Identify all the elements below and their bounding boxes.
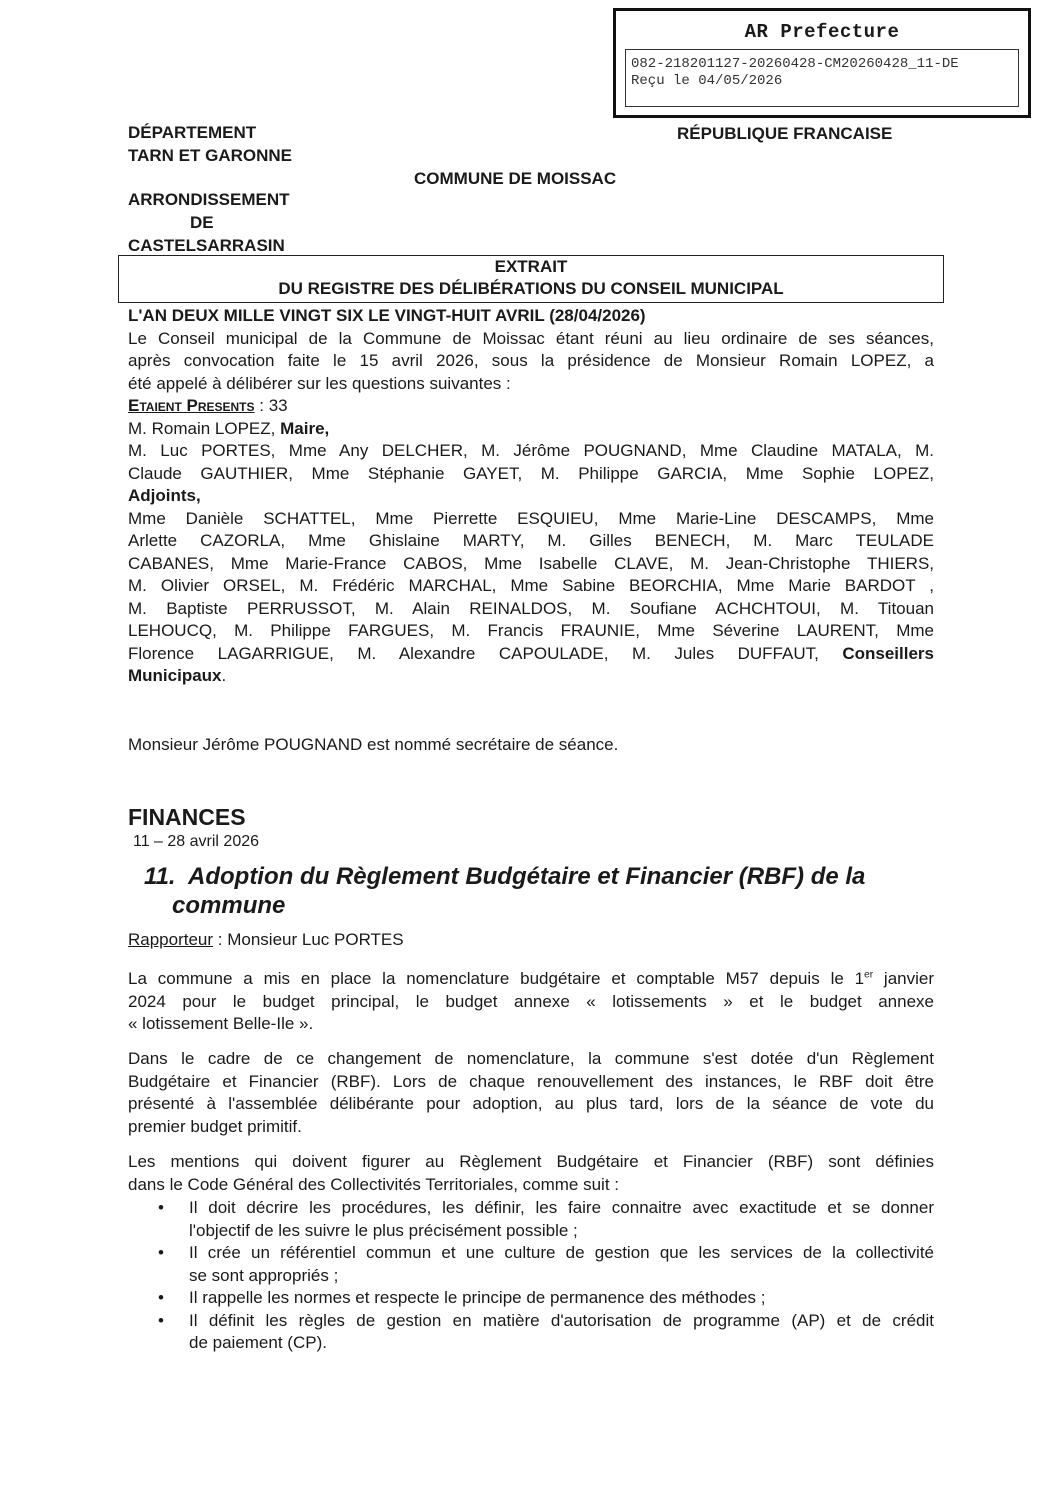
bullet-list	[128, 1197, 934, 1355]
adjoints-line: M. Luc PORTES, Mme Any DELCHER, M. Jérôme POUGNAND, Mme Claudine MATALA, M.	[128, 441, 934, 460]
item-title	[144, 862, 944, 920]
paragraph-line: 2024 pour le budget principal, le budget annexe « lotissements » et le budget annexe	[128, 991, 934, 1011]
paragraph-line: premier budget primitif.	[128, 1116, 302, 1136]
section-title: FINANCES	[128, 804, 246, 830]
list-item-line: Il définit les règles de gestion en matière d'autorisation de programme (AP) et de crédit	[189, 1310, 934, 1330]
department-name: TARN ET GARONNE	[128, 146, 293, 165]
paragraph-1	[128, 968, 934, 1036]
item-title-line: Adoption du Règlement Budgétaire et Financier (RBF) de la	[188, 863, 866, 890]
conseillers-line	[128, 643, 934, 666]
mayor-name: M. Romain LOPEZ,	[128, 418, 281, 438]
bullet-icon: •	[158, 1198, 164, 1217]
conseillers-line: Arlette CAZORLA, Mme Ghislaine MARTY, M. Gilles BENECH, M. Marc TEULADE	[128, 531, 934, 550]
present-label: Etaient Presents	[128, 396, 255, 415]
extrait-subtitle: DU REGISTRE DES DÉLIBÉRATIONS DU CONSEIL MUNICIPAL	[278, 279, 784, 298]
conseillers-line: Mme Danièle SCHATTEL, Mme Pierrette ESQUIEU, Mme Marie-Line DESCAMPS, Mme	[128, 508, 934, 528]
arrondissement-label: ARRONDISSEMENT	[128, 190, 290, 209]
item-title-line: commune	[172, 892, 286, 919]
session-date-line: L'AN DEUX MILLE VINGT SIX LE VINGT-HUIT AVRIL (28/04/2026)	[128, 306, 646, 325]
department-block	[128, 121, 292, 167]
secretary-line: Monsieur Jérôme POUGNAND est nommé secrétaire de séance.	[128, 735, 619, 754]
rapporteur-label: Rapporteur	[128, 930, 214, 949]
list-item-line: Il doit décrire les procédures, les définir, les faire connaitre avec exactitude et se donner	[189, 1198, 934, 1217]
conseillers-line: M. Baptiste PERRUSSOT, M. Alain REINALDOS, M. Soufiane ACHCHTOUI, M. Titouan	[128, 598, 934, 618]
commune-label: COMMUNE DE MOISSAC	[414, 169, 617, 188]
conseillers-role: Conseillers	[842, 643, 934, 663]
paragraph-line: présenté à l'assemblée délibérante pour adoption, au plus tard, lors de la séance de vote du	[128, 1094, 934, 1113]
stamp-details	[625, 49, 1019, 107]
text-span: La commune a mis en place la nomenclature budgétaire et comptable M57 depuis le 1	[128, 969, 865, 988]
conseillers-names: Florence LAGARRIGUE, M. Alexandre CAPOULADE, M. Jules DUFFAUT,	[128, 643, 843, 663]
conseillers-line: M. Olivier ORSEL, M. Frédéric MARCHAL, Mme Sabine BEORCHIA, Mme Marie BARDOT ,	[128, 576, 934, 595]
list-item	[128, 1310, 934, 1355]
list-item-line: se sont appropriés ;	[189, 1265, 339, 1285]
present-line	[128, 395, 934, 418]
conseillers-line: CABANES, Mme Marie-France CABOS, Mme Isabelle CLAVE, M. Jean-Christophe THIERS,	[128, 553, 934, 573]
adjoints-line: Claude GAUTHIER, Mme Stéphanie GAYET, M. Philippe GARCIA, Mme Sophie LOPEZ,	[128, 463, 934, 483]
extrait-title: EXTRAIT	[494, 257, 568, 276]
list-item	[128, 1287, 934, 1310]
republic-label: RÉPUBLIQUE FRANCAISE	[677, 124, 893, 143]
paragraph-line: dans le Code Général des Collectivités Territoriales, comme suit :	[128, 1174, 620, 1194]
paragraph-line: « lotissement Belle-Ile ».	[128, 1014, 314, 1033]
list-item	[128, 1197, 934, 1242]
paragraph-2	[128, 1048, 934, 1138]
present-count: : 33	[254, 396, 288, 415]
section-date: 11 – 28 avril 2026	[133, 833, 260, 850]
paragraph-3	[128, 1151, 934, 1196]
session-body	[128, 305, 934, 688]
list-item-line: Il crée un référentiel commun et une culture de gestion que les services de la collectivité	[189, 1243, 934, 1262]
conseillers-role-end: Municipaux	[128, 666, 222, 685]
paragraph-line	[128, 968, 934, 991]
bullet-icon: •	[158, 1243, 164, 1262]
arrondissement-de: DE	[190, 213, 214, 232]
list-item-line: l'objectif de les suivre le plus précisément possible ;	[189, 1220, 578, 1240]
extrait-box	[118, 255, 944, 303]
list-item-line: de paiement (CP).	[189, 1333, 327, 1352]
bullet-icon: •	[158, 1288, 164, 1307]
superscript: er	[864, 969, 874, 981]
intro-line: Le Conseil municipal de la Commune de Moissac étant réuni au lieu ordinaire de ses séances,	[128, 328, 934, 348]
conseillers-line: LEHOUCQ, M. Philippe FARGUES, M. Francis FRAUNIE, Mme Séverine LAURENT, Mme	[128, 621, 934, 640]
mayor-role: Maire,	[280, 418, 330, 438]
paragraph-line: Dans le cadre de ce changement de nomenclature, la commune s'est dotée d'un Règlement	[128, 1049, 934, 1068]
bullet-icon: •	[158, 1310, 164, 1330]
mayor-line	[128, 418, 934, 441]
arrondissement-block	[128, 188, 290, 257]
period: .	[221, 666, 227, 685]
list-item	[128, 1242, 934, 1287]
stamp-reference: 082-218201127-20260428-CM20260428_11-DE	[631, 56, 959, 72]
paragraph-line: Budgétaire et Financier (RBF). Lors de chaque renouvellement des instances, le RBF doit être	[128, 1071, 934, 1091]
rapporteur-value: : Monsieur Luc PORTES	[213, 930, 404, 949]
adjoints-role: Adjoints,	[128, 486, 201, 505]
rapporteur-line	[128, 930, 404, 950]
ar-prefecture-stamp	[613, 8, 1031, 118]
intro-line: été appelé à délibérer sur les questions suivantes :	[128, 373, 511, 393]
stamp-received-date: Reçu le 04/05/2026	[631, 73, 783, 89]
intro-line: après convocation faite le 15 avril 2026, sous la présidence de Monsieur Romain LOPEZ, a	[128, 351, 934, 370]
item-number: 11.	[144, 863, 176, 890]
conseillers-line	[128, 665, 934, 688]
arrondissement-name: CASTELSARRASIN	[128, 236, 285, 255]
text-span: janvier	[873, 969, 934, 988]
department-label: DÉPARTEMENT	[128, 123, 257, 142]
list-item-line: Il rappelle les normes et respecte le principe de permanence des méthodes ;	[189, 1288, 766, 1307]
stamp-title: AR Prefecture	[744, 21, 900, 43]
paragraph-line: Les mentions qui doivent figurer au Règlement Budgétaire et Financier (RBF) sont définies	[128, 1152, 934, 1171]
